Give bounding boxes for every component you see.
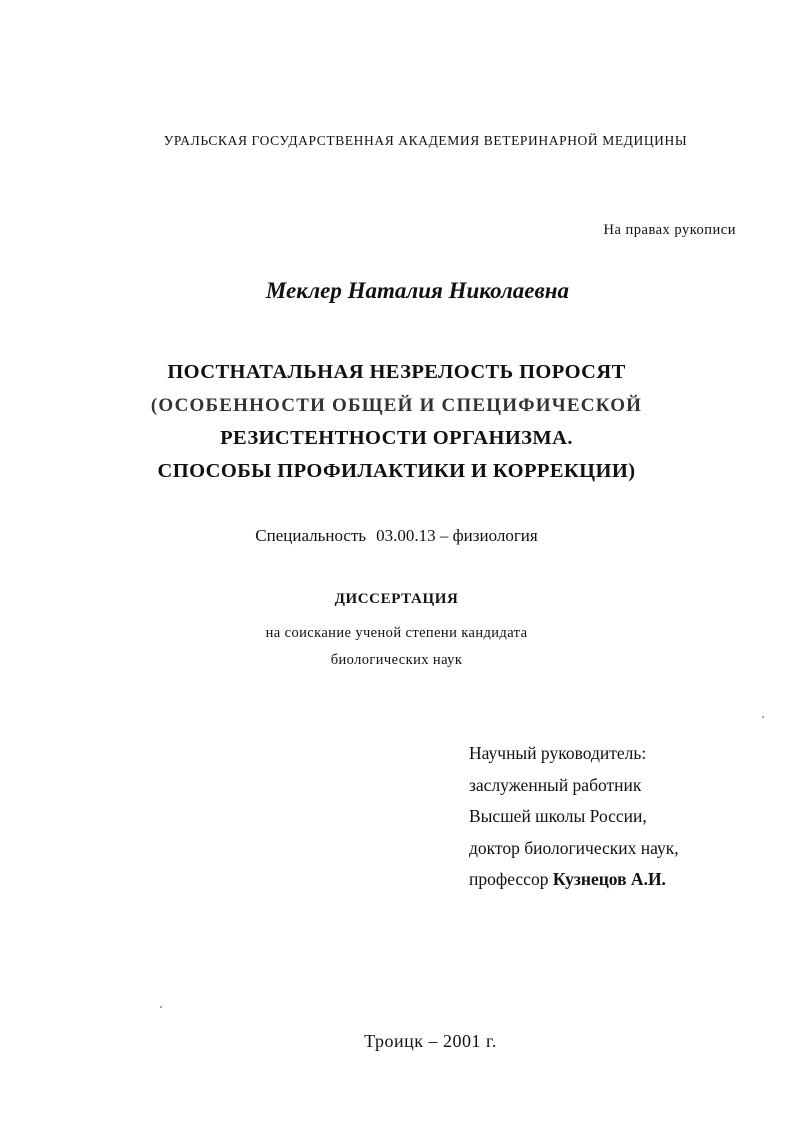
- supervisor-line-3: Высшей школы России,: [469, 806, 647, 826]
- supervisor-title: профессор: [469, 869, 549, 889]
- supervisor-line-1: Научный руководитель:: [469, 743, 647, 763]
- specialty-label: Специальность: [255, 526, 367, 545]
- manuscript-note: На правах рукописи: [603, 222, 736, 238]
- supervisor-line-4: доктор биологических наук,: [469, 837, 679, 858]
- author-name: Меклер Наталия Николаевна: [265, 278, 570, 303]
- title-line-2: (ОСОБЕННОСТИ ОБЩЕЙ И СПЕЦИФИЧЕСКОЙ: [150, 395, 643, 416]
- supervisor-line-5: [469, 864, 679, 896]
- dissertation-title: [0, 356, 793, 488]
- place-and-year: Троицк – 2001 г.: [364, 1031, 497, 1051]
- degree-description: [0, 620, 793, 674]
- degree-line-1: на соискание ученой степени кандидата: [265, 625, 528, 641]
- specialty-code: 03.00.13 – физиология: [376, 526, 538, 545]
- supervisor-name: Кузнецов А.И.: [552, 869, 666, 889]
- institution-name: УРАЛЬСКАЯ ГОСУДАРСТВЕННАЯ АКАДЕМИЯ ВЕТЕРИНАРНОЙ МЕДИЦИНЫ: [163, 133, 688, 148]
- degree-line-2: биологических наук: [330, 652, 463, 668]
- title-line-3: РЕЗИСТЕНТНОСТИ ОРГАНИЗМА.: [220, 427, 573, 449]
- work-type-heading: ДИССЕРТАЦИЯ: [334, 591, 459, 607]
- supervisor-block: [469, 738, 679, 896]
- supervisor-line-2: заслуженный работник: [469, 774, 642, 795]
- scan-speck: [762, 716, 764, 718]
- specialty-line: [0, 526, 793, 546]
- title-line-1: ПОСТНАТАЛЬНАЯ НЕЗРЕЛОСТЬ ПОРОСЯТ: [167, 361, 626, 383]
- title-line-4: СПОСОБЫ ПРОФИЛАКТИКИ И КОРРЕКЦИИ): [157, 460, 636, 482]
- scan-speck: [160, 1006, 162, 1008]
